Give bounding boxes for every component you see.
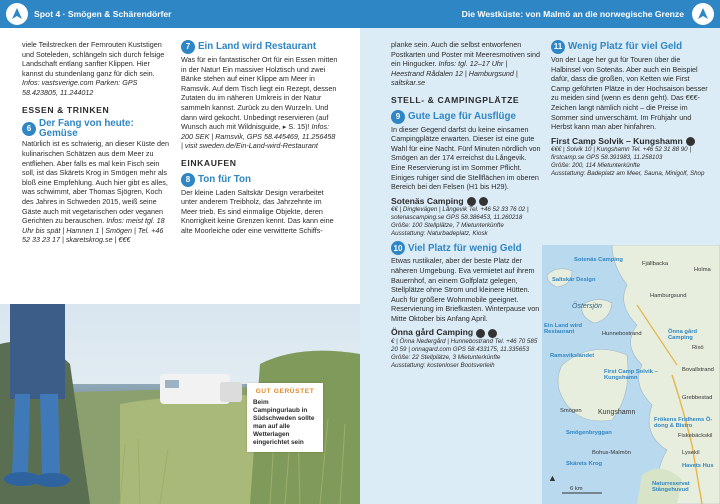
map-scale-label: 6 km (570, 486, 583, 492)
map-place-14[interactable]: Fiskebäckskil (678, 433, 713, 439)
spot-7-heading (181, 40, 339, 54)
spot-6-title: Der Fang von heute: Gemüse (39, 118, 134, 139)
spot-11-title: Wenig Platz für viel Geld (568, 41, 683, 53)
map-place-7[interactable]: Ramsvikslandet (550, 353, 595, 359)
spot-6-text: Natürlich ist es schwierig, an dieser Küste den kulinarischen Schätzen aus dem Meer zu entfliehen. Aber falls es mal kein Fisch sein soll, ist das Skärets Krog in Smögen mehr als bloß eine Empfehlung. Auch hier gibt es alles, was schwimmt, aber Thomas Sjögren, Koch des Jahres in Schweden 2015, weiß seine Gäste auch mit vegetarischen oder veganen Gerichten zu berauschen. Infos: meist tgl. 18 Uhr bis spät | Hamnen 1 | Smögen | Tel. +46 52 33 23 17 | skaretskrog.se | €€€ (22, 139, 170, 245)
camp-10-address: € | Önna Nedergård | Hunnebostrand Tel. +46 70 585 20 59 | onnagard.com GPS 58.433175, 11.335653 (391, 338, 538, 354)
map-place-6[interactable]: Önna gård Camping (668, 329, 697, 341)
header-bar-left (0, 0, 360, 28)
section-heading-camping: STELL- & CAMPINGPLÄTZE (391, 94, 520, 105)
spot-10-number: 10 (391, 241, 405, 255)
toilet-icon-2 (488, 329, 497, 338)
map-place-13[interactable]: Skärets Krog (566, 461, 603, 467)
column-1 (22, 40, 172, 245)
camp-9-size: Größe: 100 Stellplätze, 7 Mietunterkünfte (391, 222, 504, 230)
spot-8-number: 8 (181, 173, 195, 187)
spot-9-number: 9 (391, 110, 405, 124)
camp-11-address: €€€ | Solvik 10 | Kungshamn Tel. +46 52 31 88 90 | firstcamp.se GPS 58.391983, 11.258103 (551, 146, 691, 162)
callout-text: Beim Campingurlaub in Südschweden sollte man auf alle Wetterlagen eingerichtet sein (253, 399, 315, 446)
camping-icon-2 (476, 329, 485, 338)
spot-6-heading (22, 119, 172, 138)
spot-8-text: Der kleine Laden Saltskär Design verarbeitet unter anderem Treibholz, das Jahrzehnte im Meer trieb. Es sind einmalige Objekte, deren Knorrigkeit keine Grenzen kennt. Das kann eine alte Moorleiche oder eine verwitterte Schiffs- (181, 187, 334, 235)
spot-7-text: Was für ein fantastischer Ort für ein Essen mitten in der Natur! Ein massiver Holztisch und zwei Bänke stehen auf einer Klippe am Meer in Ramsvik. Auf dem Tisch liegt ein Rezept, dessen Zutaten du im näheren Umkreis in der Natur sammeln kannst. Zurück zu den Wurzeln. Und dann wird gekocht. Unbedingt reservieren (auf Wunsch auch mit Wildnisguide, ▸ S. 15)! Infos: 200 SEK | Ramsvik, GPS 58.445469, 11.256458 | visit sweden.de/Ein-Land-wird-Restaurant (181, 55, 338, 151)
spot-9-heading (391, 110, 541, 124)
spot-11-text: Von der Lage her gut für Touren über die Halbinsel von Sotenäs. Aber auch ein Beispiel dafür, dass die großen, von Ketten wie First Camp geführten Plätze in der Hochsaison besser zu meiden sind (wenn es denn geht). Das €€€-Zeichen langt nämlich nicht – die Preise im Sommer sind unverschämt. Im Frühjahr und Herbst kann man aber hinfahren. (551, 55, 708, 132)
header-right-title: Die Westküste: von Malmö an die norwegische Grenze (461, 9, 684, 19)
intro-text: viele Teilstrecken der Fernrouten Kuststigen und Soteleden, schlängeln sich durch felsige Landschaft entlang sanfter Klippen. Hier kannst du stundenlang ganz für dich sein. Infos: vastsverige.com Parken: GPS 58.423805, 11.244012 (22, 40, 165, 97)
spot-8-title: Ton für Ton (198, 173, 251, 185)
camp-11-name: First Camp Solvik – Kungshamn (551, 135, 683, 146)
camp-9-heading (391, 197, 541, 207)
spot-7-title: Ein Land wird Restaurant (198, 41, 317, 53)
toilet-icon (479, 197, 488, 206)
map-place-21[interactable]: Lysekil (682, 450, 700, 456)
spot-9-text: In dieser Gegend darfst du keine einsamen Campingplätze erwarten. Dieser ist eine gute Wahl für eine Nacht. Fünf Minuten nördlich von Smögen an der 174 erreichst du Långevik. Eine Reservierung ist im Sommer Pflicht. Einiges ruhiger sind die Stellflächen im oberen Bereich bei den Felsen (H1 bis H29). (391, 124, 541, 192)
camp-9-equipment: Ausstattung: Naturbadeplatz, Kiosk (391, 230, 488, 238)
camp-10-name: Önna gård Camping (391, 327, 474, 338)
area-map[interactable] (542, 245, 720, 504)
map-place-12[interactable]: Smögenbryggan (566, 430, 612, 436)
spot-10-text: Etwas rustikaler, aber der beste Platz der näheren Umgebung. Eva vermietet auf ihrem Bauernhof, an einem Golfplatz gelegen, Stellplätze ohne Strom und kleinere Hütten. Auch für größere Wohnmobile geeignet. Reservierung im Briefkasten. Winterpause von Mitte Oktober bis Anfang April. (391, 256, 540, 323)
map-place-11[interactable]: Bovallstrand (682, 367, 714, 373)
camping-icon-3 (686, 137, 695, 146)
spot-11-number: 11 (551, 40, 565, 54)
north-arrow-icon: ▲ (548, 473, 557, 483)
callout-title: GUT GERÜSTET (255, 388, 315, 395)
header-bar-right (360, 0, 720, 28)
spot-6-number: 6 (22, 122, 36, 136)
compass-logo-icon (6, 3, 28, 25)
camp-10-heading (391, 328, 541, 338)
spot-11-heading (551, 40, 709, 54)
camp-11-equipment: Ausstattung: Badeplatz am Meer, Sauna, Minigolf, Shop (551, 170, 705, 178)
map-place-4[interactable]: Ein Land wird Restaurant (544, 323, 583, 335)
map-sea-label: Östersjön (572, 303, 602, 310)
map-place-5[interactable]: Hunnebostrand (602, 331, 642, 337)
spot-10-title: Viel Platz für wenig Geld (408, 242, 522, 254)
map-place-10[interactable]: Kungshamn (598, 409, 636, 416)
camping-icon (467, 197, 476, 206)
spot-9-title: Gute Lage für Ausflüge (408, 110, 516, 122)
section-heading-shopping: EINKAUFEN (181, 157, 237, 168)
map-place-22[interactable]: Bohus-Malmön (592, 450, 631, 456)
map-place-0[interactable]: Sotenäs Camping (574, 257, 623, 263)
map-place-1[interactable]: Fjällbacka (642, 261, 669, 267)
camp-9-address: €€ | Dinglevägen | Långevik Tel. +46 52 33 76 02 | sotenascamping.se GPS 58.386453, 11.260218 (391, 206, 529, 222)
header-left-title: Spot 4 · Smögen & Schärendörfer (34, 9, 172, 19)
map-place-2[interactable]: Hamburgsund (650, 293, 687, 299)
camp-10-equipment: Ausstattung: kostenloser Bootsverleih (391, 362, 495, 370)
map-place-19[interactable]: Rixö (692, 345, 704, 351)
map-place-20[interactable]: Frökens Fridhems Ö-dong & Bistro (654, 417, 713, 429)
map-place-18[interactable]: Grebbestad (682, 395, 713, 401)
section-heading-food: ESSEN & TRINKEN (22, 104, 110, 115)
map-place-8[interactable]: First Camp Solvik – Kungshamn (604, 369, 658, 381)
photo-callout (247, 383, 323, 452)
map-place-17[interactable]: Holma (694, 267, 711, 273)
camp-11-heading (551, 137, 709, 147)
map-place-15[interactable]: Havets Hus (682, 463, 714, 469)
compass-logo-icon-right (692, 3, 714, 25)
spot-8-heading (181, 173, 339, 187)
column-2 (181, 40, 339, 236)
camp-9-name: Sotenäs Camping (391, 195, 464, 206)
spot-10-heading (391, 241, 541, 255)
map-place-3[interactable]: Saltskär Design (552, 277, 596, 283)
camp-11-size: Größe: 200, 114 Mietunterkünfte (551, 162, 640, 170)
saltskar-continued-text: planke sein. Auch die selbst entworfenen Postkarten und Poster mit Meeresmotiven sind ein Hingucker. Infos: tgl. 12–17 Uhr | Heestrand Rådalen 12 | Hamburgsund | saltskar.se (391, 40, 541, 88)
map-place-9[interactable]: Smögen (560, 408, 582, 414)
column-3 (391, 40, 541, 370)
spot-7-number: 7 (181, 40, 195, 54)
column-4 (551, 40, 709, 178)
camp-10-size: Größe: 22 Stellplätze, 3 Mietunterkünfte (391, 354, 501, 362)
map-place-16[interactable]: Naturreservat Stångehuvud (652, 481, 690, 493)
